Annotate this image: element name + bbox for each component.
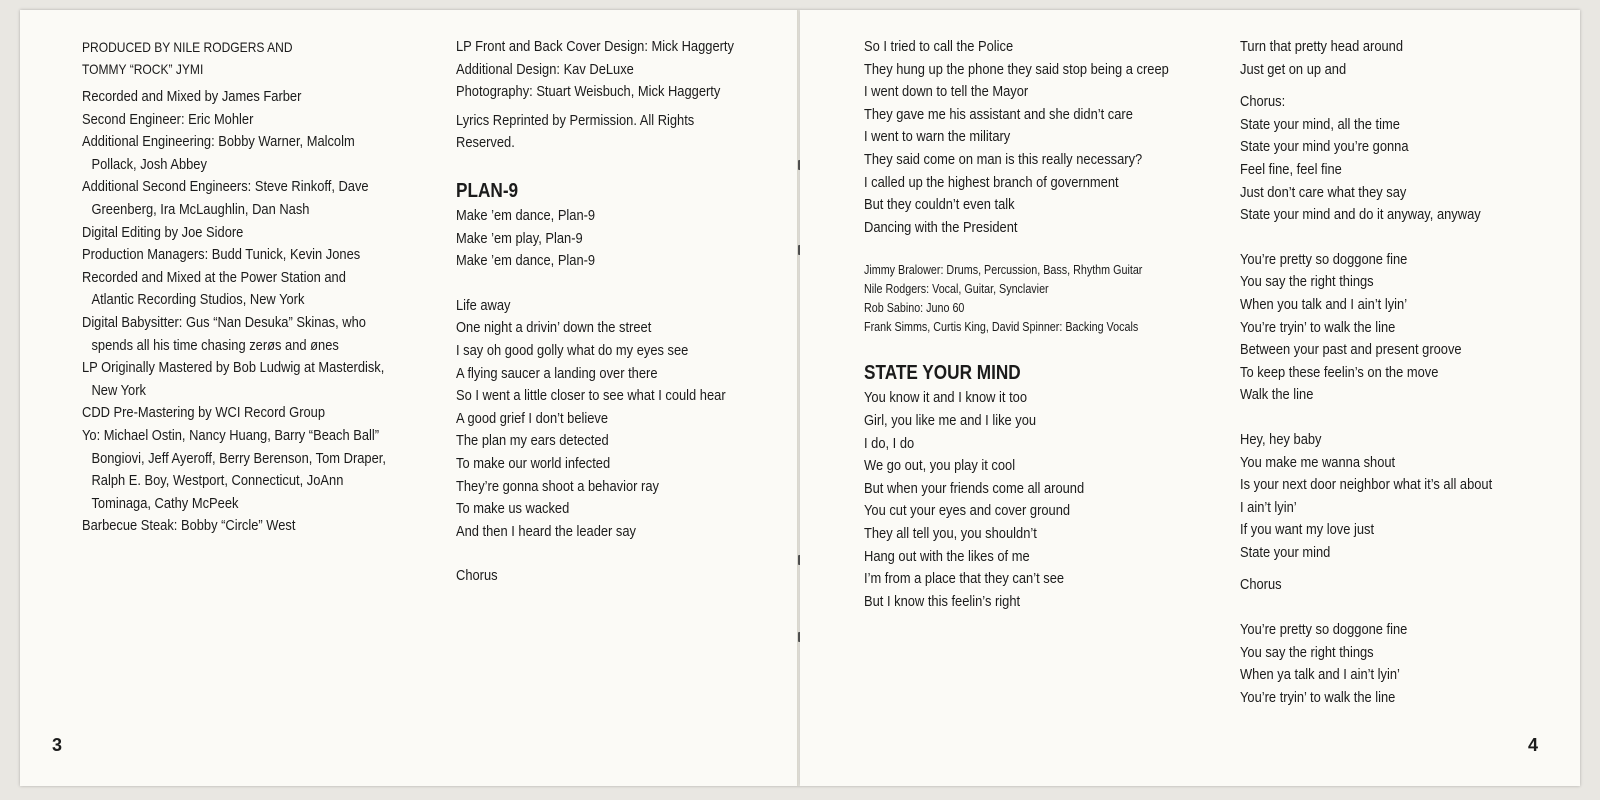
lyric-line: But they couldn’t even talk — [864, 196, 1015, 214]
lyric-line: Dancing with the President — [864, 218, 1018, 236]
song-title-state-your-mind: STATE YOUR MIND — [864, 362, 1021, 385]
page-number: 4 — [1527, 735, 1538, 755]
lyric-line: So I went a little closer to see what I could hear — [456, 387, 726, 405]
lyrics-column-1 — [864, 36, 1184, 613]
lyric-line: To make us wacked — [456, 500, 570, 518]
lyric-line: Make ’em play, Plan-9 — [456, 229, 583, 247]
credit-line: Recorded and Mixed at the Power Station and Atlantic Recording Studios, New York — [82, 268, 346, 309]
lyric-line: State your mind — [1240, 543, 1331, 561]
lyric-line: One night a drivin’ down the street — [456, 319, 652, 337]
credit-line: Second Engineer: Eric Mohler — [82, 110, 254, 128]
personnel-line: Rob Sabino: Juno 60 — [864, 301, 965, 316]
lyric-line: But when your friends come all around — [864, 479, 1085, 497]
lyric-line: Girl, you like me and I like you — [864, 411, 1037, 429]
song-title-plan-9: PLAN-9 — [456, 179, 519, 202]
lyric-line: They’re gonna shoot a behavior ray — [456, 477, 659, 495]
page-number: 3 — [52, 735, 63, 755]
lyric-line: You say the right things — [1240, 273, 1374, 291]
lyric-line: I’m from a place that they can’t see — [864, 570, 1065, 588]
lyric-line: Turn that pretty head around — [1240, 38, 1404, 55]
credit-line: Barbecue Steak: Bobby “Circle” West — [82, 517, 296, 535]
lyric-line: We go out, you play it cool — [864, 457, 1016, 475]
lyric-line: So I tried to call the Police — [864, 38, 1014, 55]
lyric-line: A flying saucer a landing over there — [456, 364, 658, 382]
lyric-line: I do, I do — [864, 434, 915, 452]
lyric-line: Between your past and present groove — [1240, 341, 1462, 359]
lyric-line: I called up the highest branch of government — [864, 173, 1119, 191]
lyrics-column-2 — [1240, 36, 1560, 709]
credit-line: LP Originally Mastered by Bob Ludwig at Masterdisk, New York — [82, 359, 385, 399]
lyric-line: And then I heard the leader say — [456, 522, 637, 540]
lyric-line: You’re pretty so doggone fine — [1240, 250, 1408, 268]
lyric-line: State your mind you’re gonna — [1240, 138, 1409, 156]
lyric-line: You say the right things — [1240, 643, 1374, 661]
lyric-line: State your mind, all the time — [1240, 115, 1400, 133]
lyric-line: You make me wanna shout — [1240, 453, 1396, 471]
lyric-line: You’re tryin’ to walk the line — [1240, 688, 1396, 706]
lyric-line: Hang out with the likes of me — [864, 547, 1030, 565]
credit-line: Additional Design: Kav DeLuxe — [456, 60, 634, 78]
lyric-line: Just don’t care what they say — [1240, 183, 1407, 201]
credit-line: Production Managers: Budd Tunick, Kevin Jones — [82, 246, 361, 264]
lyric-line: They hung up the phone they said stop being a creep — [864, 60, 1169, 78]
lyric-line: They said come on man is this really necessary? — [864, 150, 1143, 168]
lyric-line: I ain’t lyin’ — [1240, 498, 1297, 516]
credit-line: CDD Pre-Mastering by WCI Record Group — [82, 404, 326, 422]
lyric-line: Make ’em dance, Plan-9 — [456, 252, 596, 270]
lyric-line: The plan my ears detected — [456, 432, 609, 450]
chorus-label: Chorus — [456, 567, 498, 585]
lyric-line: You cut your eyes and cover ground — [864, 502, 1071, 520]
lyric-line: You’re tryin’ to walk the line — [1240, 318, 1396, 336]
lyric-line: When ya talk and I ain’t lyin’ — [1240, 666, 1400, 684]
lyric-line: Hey, hey baby — [1240, 430, 1322, 448]
lyric-line: To keep these feelin’s on the move — [1240, 363, 1439, 381]
lyric-line: To make our world infected — [456, 454, 611, 472]
lyric-line: Life away — [456, 296, 511, 314]
producer-heading-line1: PRODUCED BY NILE RODGERS AND — [82, 39, 293, 55]
credits-column-1 — [82, 36, 386, 538]
lyric-line: Feel fine, feel fine — [1240, 160, 1342, 178]
credit-line: Digital Babysitter: Gus “Nan Desuka” Skinas, who spends all his time chasing zerøs and ønes — [82, 313, 366, 354]
lyric-line: You’re pretty so doggone fine — [1240, 621, 1408, 639]
credit-line: Yo: Michael Ostin, Nancy Huang, Barry “Beach Ball” Bongiovi, Jeff Ayeroff, Berry Berenson, Tom Draper, Ralph E. Boy, Westport, Connecticut, JoAnn Tominaga, Cathy McPeek — [82, 426, 386, 512]
credit-line: Photography: Stuart Weisbuch, Mick Haggerty — [456, 83, 721, 101]
lyric-line: State your mind and do it anyway, anyway — [1240, 206, 1481, 224]
credit-line: LP Front and Back Cover Design: Mick Haggerty — [456, 38, 734, 55]
personnel-line: Frank Simms, Curtis King, David Spinner: Backing Vocals — [864, 320, 1139, 335]
lyric-line: A good grief I don’t believe — [456, 409, 609, 427]
lyric-line: Just get on up and — [1240, 60, 1347, 78]
lyric-line: They gave me his assistant and she didn’t care — [864, 105, 1133, 123]
booklet-page-right — [800, 10, 1580, 786]
personnel-line: Nile Rodgers: Vocal, Guitar, Synclavier — [864, 282, 1049, 297]
lyric-line: Make ’em dance, Plan-9 — [456, 206, 596, 224]
booklet-page-left — [20, 10, 800, 786]
credit-line: Lyrics Reprinted by Permission. All Rights Reserved. — [456, 111, 695, 152]
lyric-line: If you want my love just — [1240, 521, 1375, 539]
lyric-line: I say oh good golly what do my eyes see — [456, 341, 689, 359]
credit-line: Additional Engineering: Bobby Warner, Malcolm Pollack, Josh Abbey — [82, 133, 355, 173]
credit-line: Recorded and Mixed by James Farber — [82, 88, 302, 105]
lyric-line: I went down to tell the Mayor — [864, 83, 1029, 101]
lyric-line: They all tell you, you shouldn’t — [864, 524, 1037, 542]
lyric-line: You know it and I know it too — [864, 389, 1028, 407]
credit-line: Additional Second Engineers: Steve Rinkoff, Dave Greenberg, Ira McLaughlin, Dan Nash — [82, 178, 369, 218]
chorus-label: Chorus: — [1240, 93, 1286, 111]
lyric-line: I went to warn the military — [864, 128, 1011, 146]
producer-heading-line2: TOMMY “ROCK” JYMI — [82, 61, 204, 77]
lyric-line: Walk the line — [1240, 386, 1314, 404]
lyric-line: When you talk and I ain’t lyin’ — [1240, 295, 1408, 313]
personnel-line: Jimmy Bralower: Drums, Percussion, Bass, Rhythm Guitar — [864, 263, 1143, 278]
credit-line: Digital Editing by Joe Sidore — [82, 223, 244, 241]
credits-column-2 — [456, 36, 756, 588]
lyric-line: Is your next door neighbor what it’s all about — [1240, 476, 1493, 494]
chorus-label: Chorus — [1240, 576, 1282, 594]
lyric-line: But I know this feelin’s right — [864, 592, 1021, 610]
